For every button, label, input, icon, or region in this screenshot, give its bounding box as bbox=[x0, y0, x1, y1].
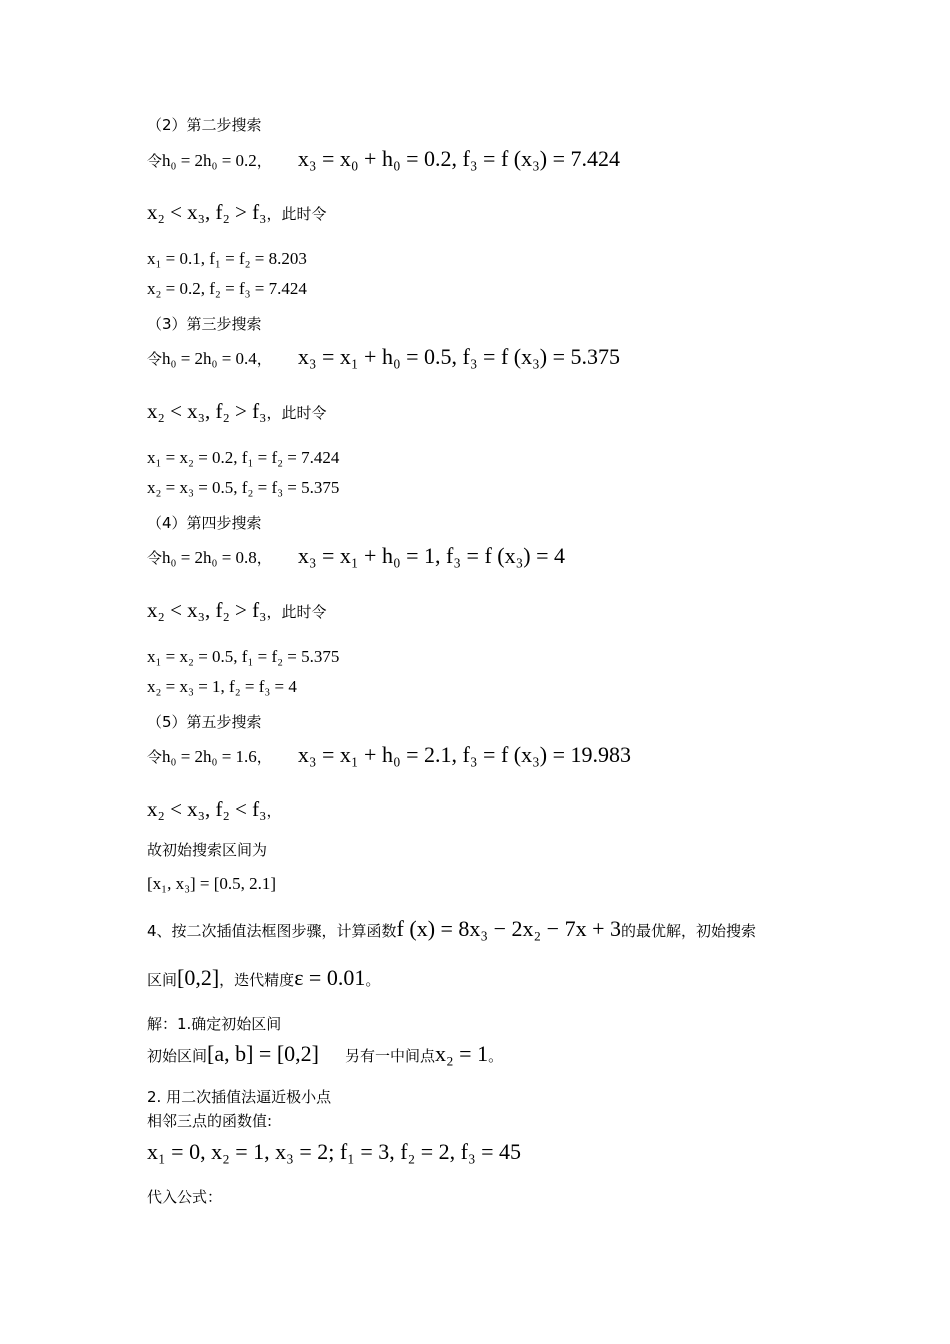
text-run: 令 bbox=[147, 549, 163, 567]
math-line: [x₁, x₃] = [0.5, 2.1] bbox=[147, 874, 277, 893]
math-expression: x₂ < x₃, f₂ < f₃ bbox=[147, 797, 267, 821]
math-expression: [a, b] = [0,2] bbox=[207, 1041, 319, 1066]
text-line bbox=[147, 744, 631, 766]
text-line bbox=[147, 967, 380, 989]
text-line: （3）第三步搜索 bbox=[147, 315, 262, 333]
text-run: 区间 bbox=[147, 971, 178, 989]
math-line: x₁ = x₂ = 0.5, f₁ = f₂ = 5.375 bbox=[147, 647, 340, 666]
text-run: ， bbox=[256, 549, 272, 567]
text-run: 。 bbox=[488, 1047, 504, 1065]
math-expression: h₀ = 2h₀ = 0.4 bbox=[162, 349, 257, 368]
text-line bbox=[147, 545, 565, 567]
math-expression: ε = 0.01 bbox=[294, 965, 366, 990]
math-expression: x₃ = x₁ + h₀ = 2.1, f₃ = f (x₃) = 19.983 bbox=[297, 742, 632, 767]
text-line: 相邻三点的函数值: bbox=[147, 1112, 273, 1130]
math-line: x₁ = 0, x₂ = 1, x₃ = 2; f₁ = 3, f₂ = 2, f₃ = 45 bbox=[147, 1139, 522, 1164]
text-run: ，此时令 bbox=[266, 603, 327, 621]
text-run: 。 bbox=[365, 971, 381, 989]
text-line bbox=[147, 202, 326, 223]
math-expression: x₂ < x₃, f₂ > f₃ bbox=[147, 598, 267, 622]
math-expression: h₀ = 2h₀ = 1.6 bbox=[162, 747, 257, 766]
text-run: 的最优解，初始搜索 bbox=[621, 922, 757, 940]
text-run: 另有一中间点 bbox=[345, 1047, 436, 1065]
math-expression: f (x) = 8x₃ − 2x₂ − 7x + 3 bbox=[396, 916, 621, 941]
text-line bbox=[147, 918, 756, 940]
math-expression: x₃ = x₀ + h₀ = 0.2, f₃ = f (x₃) = 7.424 bbox=[297, 146, 621, 171]
text-run: 令 bbox=[147, 350, 163, 368]
math-expression: x₃ = x₁ + h₀ = 1, f₃ = f (x₃) = 4 bbox=[297, 543, 566, 568]
math-line: x₂ = x₃ = 1, f₂ = f₃ = 4 bbox=[147, 677, 297, 696]
text-run: ，此时令 bbox=[266, 205, 327, 223]
text-run: ， bbox=[256, 152, 272, 170]
math-line: x₁ = 0.1, f₁ = f₂ = 8.203 bbox=[147, 249, 307, 268]
text-run: ， bbox=[256, 748, 272, 766]
math-expression: x₃ = x₁ + h₀ = 0.5, f₃ = f (x₃) = 5.375 bbox=[297, 344, 621, 369]
text-line bbox=[147, 148, 620, 170]
math-expression: x₂ = 1 bbox=[435, 1041, 489, 1066]
text-line: 代入公式： bbox=[147, 1188, 223, 1206]
text-run: 4、按二次插值法框图步骤，计算函数 bbox=[147, 922, 397, 940]
text-line: （5）第五步搜索 bbox=[147, 713, 262, 731]
math-line: x₂ = 0.2, f₂ = f₃ = 7.424 bbox=[147, 279, 307, 298]
text-line bbox=[147, 401, 326, 422]
text-run: ，此时令 bbox=[266, 404, 327, 422]
text-line bbox=[147, 799, 281, 820]
text-line: （2）第二步搜索 bbox=[147, 116, 262, 134]
text-line bbox=[147, 346, 620, 368]
math-line: x₂ = x₃ = 0.5, f₂ = f₃ = 5.375 bbox=[147, 478, 340, 497]
math-expression: h₀ = 2h₀ = 0.8 bbox=[162, 548, 257, 567]
text-run: 令 bbox=[147, 748, 163, 766]
text-run: 初始区间 bbox=[147, 1047, 208, 1065]
text-run: ，迭代精度 bbox=[219, 971, 295, 989]
text-line bbox=[147, 1043, 503, 1065]
math-line: x₁ = x₂ = 0.2, f₁ = f₂ = 7.424 bbox=[147, 448, 340, 467]
math-expression: h₀ = 2h₀ = 0.2 bbox=[162, 151, 257, 170]
math-expression: x₂ < x₃, f₂ > f₃ bbox=[147, 399, 267, 423]
text-run: ， bbox=[266, 802, 282, 820]
text-line bbox=[147, 600, 326, 621]
text-line: 2. 用二次插值法逼近极小点 bbox=[147, 1088, 332, 1106]
text-run: 令 bbox=[147, 152, 163, 170]
text-line: 解：1.确定初始区间 bbox=[147, 1015, 282, 1033]
text-line: 故初始搜索区间为 bbox=[147, 841, 268, 859]
text-line: （4）第四步搜索 bbox=[147, 514, 262, 532]
math-expression: [0,2] bbox=[177, 965, 220, 990]
text-run: ， bbox=[256, 350, 272, 368]
math-expression: x₂ < x₃, f₂ > f₃ bbox=[147, 200, 267, 224]
